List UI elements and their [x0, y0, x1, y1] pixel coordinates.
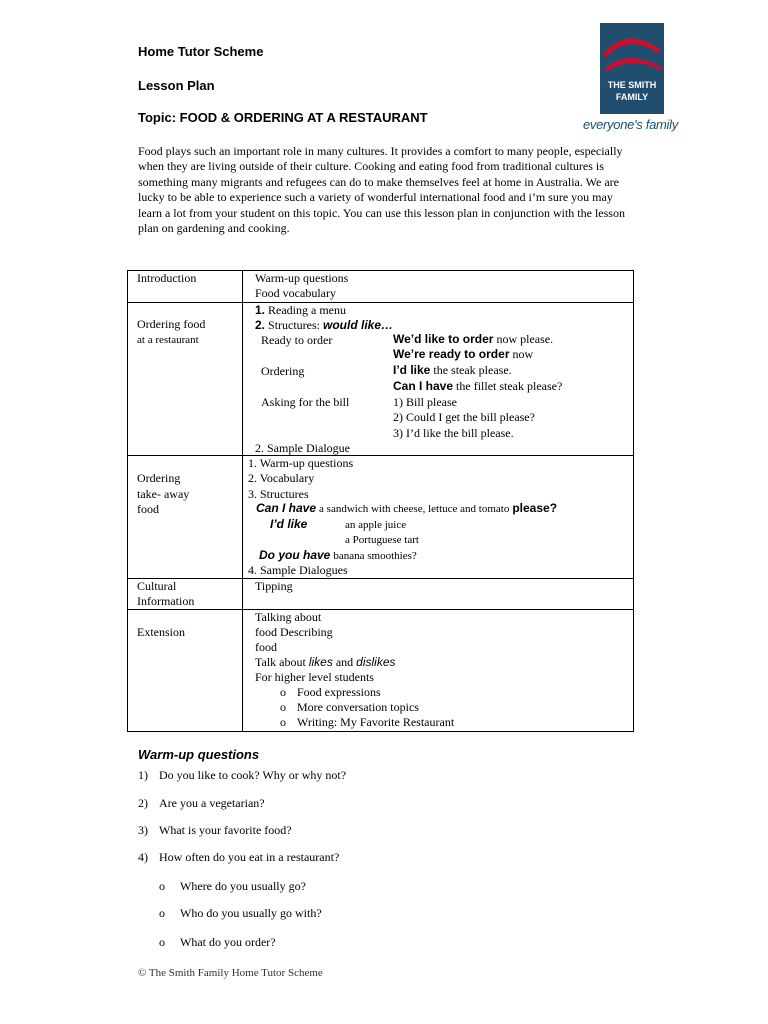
logo-text-line2: FAMILY [615, 92, 649, 102]
text-segment: Talk about [255, 655, 306, 669]
phrase-end: please? [512, 501, 558, 515]
extension-line: food Describing [255, 625, 333, 639]
table-border-right [633, 270, 634, 732]
example-phrase [259, 548, 417, 564]
phrase-bold: We’re ready to order [393, 347, 510, 361]
sub-label-bill: Asking for the bill [261, 395, 350, 409]
bullet-icon: o [280, 685, 286, 699]
question-number: 1) [138, 768, 148, 782]
restaurant-item-2 [255, 318, 393, 333]
takeaway-item: 2. Vocabulary [248, 471, 315, 485]
takeaway-item: 3. Structures [248, 487, 309, 501]
bullet-icon: o [280, 700, 286, 714]
footer-copyright: © The Smith Family Home Tutor Scheme [138, 967, 323, 979]
row-label-restaurant: Ordering food [137, 317, 206, 331]
phrase-rest: the steak please. [433, 363, 512, 377]
sub-label-ordering: Ordering [261, 364, 305, 378]
lesson-topic: Topic: FOOD & ORDERING AT A RESTAURANT [138, 110, 428, 125]
phrase-bold: Can I have [393, 379, 454, 393]
item-emphasis: would like… [323, 318, 394, 332]
item-text: Reading a menu [268, 303, 346, 317]
text-emphasis: likes [308, 655, 333, 669]
phrase-bold: I’d like [270, 517, 308, 531]
cultural-item: Tipping [255, 579, 293, 593]
warmup-heading: Warm-up questions [138, 747, 260, 762]
extension-sub-item: More conversation topics [297, 700, 419, 714]
extension-line: food [255, 640, 277, 654]
text-segment: and [335, 655, 354, 669]
question-number: 3) [138, 823, 148, 837]
row-label-introduction: Introduction [137, 271, 197, 285]
table-border-left [127, 270, 128, 732]
extension-line: For higher level students [255, 670, 374, 684]
table-row-divider [127, 578, 634, 579]
phrase-rest: banana smoothies? [333, 550, 417, 562]
extension-line [255, 655, 396, 670]
bullet-icon: o [159, 879, 165, 893]
phrase-option: a Portuguese tart [345, 534, 419, 546]
example-phrase [256, 501, 557, 517]
phrase-bold: We’d like to order [393, 332, 494, 346]
sub-label-ready: Ready to order [261, 333, 333, 347]
bill-phrase: 3) I’d like the bill please. [393, 426, 514, 440]
intro-paragraph: Food plays such an important role in many cultures. It provides a comfort to many people, especially when they are living outside of their culture. Cooking and eating food from traditional cultures is something many migrants and refugees can do to make themselves feel at home in Australia. We are lucky to be able to experience such a variety of wonderful international food and i’m sure you may learn a lot from your student on this topic. You can use this lesson plan in conjunction with the lesson plan on gardening and cooking. [138, 144, 625, 236]
bullet-icon: o [159, 935, 165, 949]
example-phrase [393, 332, 553, 347]
table-row-divider [127, 609, 634, 610]
row-label-cultural: Cultural [137, 579, 177, 593]
extension-sub-item: Writing: My Favorite Restaurant [297, 715, 455, 729]
row-label-takeaway: food [137, 502, 159, 516]
question-text: What is your favorite food? [159, 823, 292, 837]
intro-item: Food vocabulary [255, 286, 336, 300]
extension-sub-item: Food expressions [297, 685, 381, 699]
example-phrase [393, 347, 533, 362]
item-number: 2. [255, 318, 266, 332]
extension-line: Talking about [255, 610, 322, 624]
phrase-rest: now [512, 347, 534, 361]
question-number: 2) [138, 796, 148, 810]
row-label-extension: Extension [137, 625, 185, 639]
row-label-cultural: Information [137, 594, 195, 608]
bill-phrase: 1) Bill please [393, 395, 457, 409]
row-label-takeaway: take- away [137, 487, 190, 501]
bullet-icon: o [159, 906, 165, 920]
logo-text-line1: THE SMITH [607, 80, 657, 90]
table-column-divider [242, 270, 243, 732]
example-phrase [393, 363, 512, 378]
item-text: Structures: [268, 318, 321, 332]
question-text: Do you like to cook? Why or why not? [159, 768, 347, 782]
item-number: 1. [255, 303, 266, 317]
row-label-takeaway: Ordering [137, 471, 181, 485]
takeaway-item: 1. Warm-up questions [248, 456, 354, 470]
table-border-bottom [127, 731, 634, 732]
document-subtitle: Lesson Plan [138, 78, 215, 93]
phrase-rest: the fillet steak please? [456, 379, 563, 393]
document-title: Home Tutor Scheme [138, 44, 264, 59]
table-row-divider [127, 302, 634, 303]
table-border-top [127, 270, 634, 271]
intro-item: Warm-up questions [255, 271, 349, 285]
phrase-rest: now please. [496, 332, 554, 346]
lesson-plan-table [127, 270, 634, 732]
table-row-divider [127, 455, 634, 456]
phrase-bold: Can I have [256, 501, 317, 515]
example-phrase [393, 379, 562, 394]
bullet-icon: o [280, 715, 286, 729]
question-number: 4) [138, 850, 148, 864]
logo-tagline: everyone's family [583, 117, 678, 132]
row-label-restaurant: at a restaurant [137, 334, 199, 346]
sub-question-text: What do you order? [180, 935, 276, 949]
phrase-option: an apple juice [345, 519, 407, 531]
restaurant-item-3: 2. Sample Dialogue [255, 441, 350, 455]
example-phrase [270, 517, 307, 532]
phrase-bold: Do you have [259, 548, 331, 562]
sub-question-text: Where do you usually go? [180, 879, 306, 893]
sub-question-text: Who do you usually go with? [180, 906, 322, 920]
question-text: How often do you eat in a restaurant? [159, 850, 340, 864]
phrase-rest: a sandwich with cheese, lettuce and tomato [319, 503, 510, 515]
restaurant-item-1 [255, 303, 346, 318]
text-emphasis: dislikes [356, 655, 396, 669]
smith-family-logo [600, 23, 664, 114]
question-text: Are you a vegetarian? [159, 796, 265, 810]
phrase-bold: I’d like [393, 363, 431, 377]
takeaway-item: 4. Sample Dialogues [248, 563, 348, 577]
bill-phrase: 2) Could I get the bill please? [393, 410, 535, 424]
